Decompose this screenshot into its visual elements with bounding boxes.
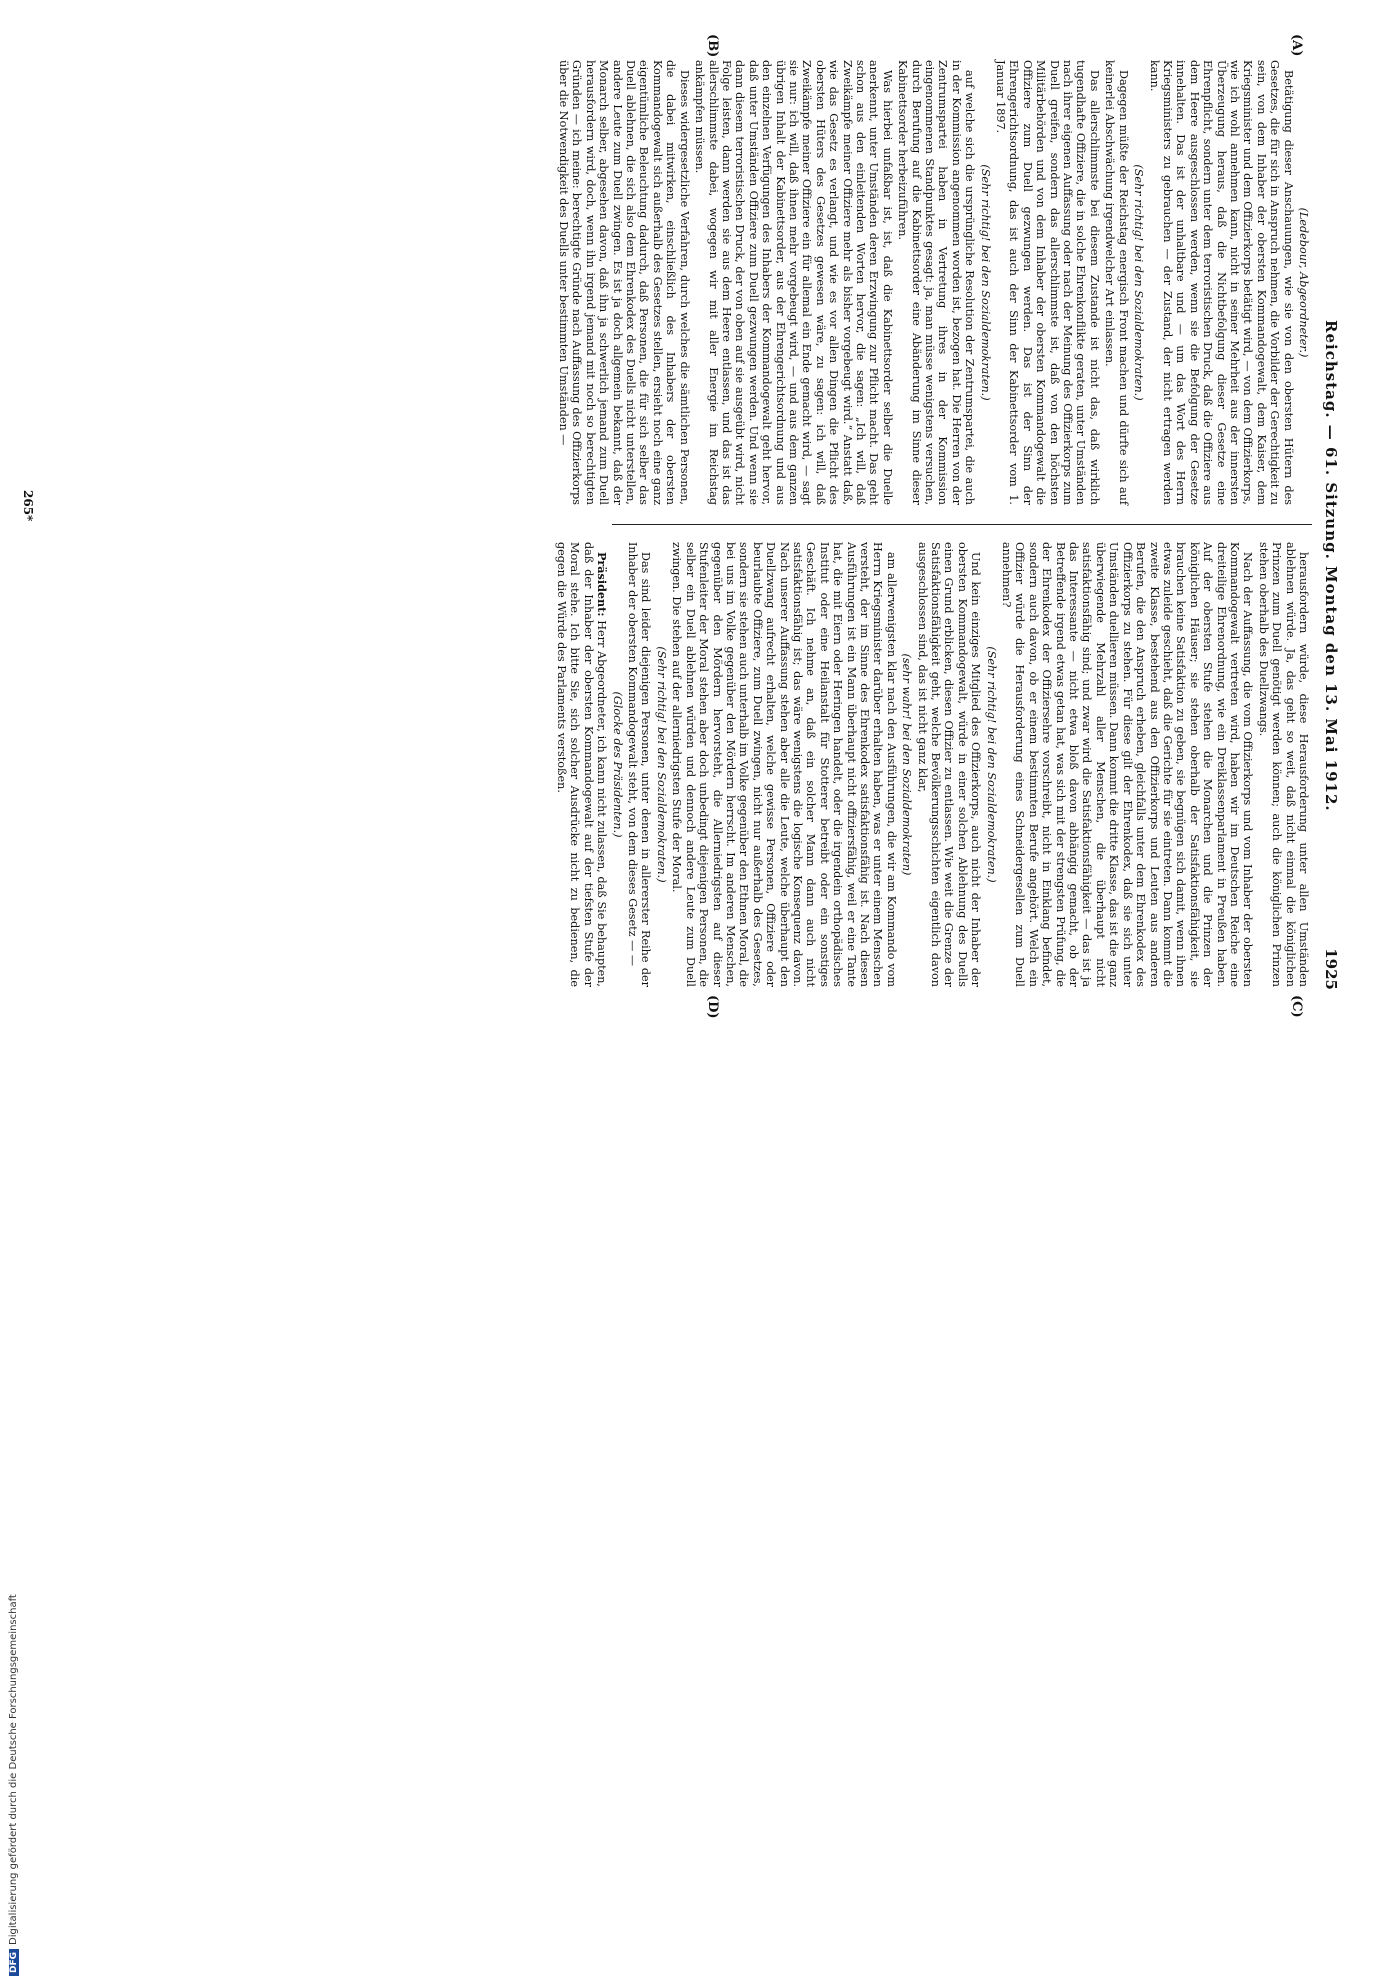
right-column <box>553 542 1310 987</box>
paragraph: am allerwenigsten klar nach den Ausführungen, die wir am Kommando vom Herrn Kriegsminister darüber erhalten haben, was er unter einem Menschen versteht, der im Sinne des Ehrenkodex satisfaktionsfähig ist. Nach diesen Ausführungen ist ein Mann überhaupt nicht offiziersfähig, weil er eine Tante hat, die mit Eiern oder Heringen handelt, oder die irgendein orthopädisches Institut oder eine Heilanstalt für Stotterer betreibt oder ein sonstiges Geschäft. Ich nehme an, daß ein solcher Mann dann auch nicht satisfaktionsfähig ist; das wäre wenigstens die logische Konsequenz davon. Nach unserer Auffassung stehen aber alle die Leute, welche überhaupt den Duellzwang aufrecht erhalten, welche gewisse Personen, Offiziere oder beurlaubte Offiziere, zum Duell zwingen, nicht nur außerhalb des Gesetzes, sondern sie stehen auch unterhalb im Volke gegenüber den Ethnen Moral, die bei uns im Volke gegenüber den Mördern herrscht. Im anderen Menschen, gegenüber den Mördern hervorsteht, die Allerniedrigsten auf dieser Stufenleiter der Moral stehen aber doch unbedingt diejenigen Personen, die selber ein Duell ablehnen würden und dennoch andere Leute zum Duell zwingen. Die stehen auf der allerniedrigsten Stufe der Moral. <box>670 542 898 987</box>
paragraph: Nach der Auffassung, die vom Offizierkorps und vom Inhaber der obersten Kommandogewalt vertreten wird, haben wir im Deutschen Reiche eine dreiteilige Ehrenordnung, wie ein Dreiklassenparlament in Preußen haben. Auf der obersten Stufe stehen die Monarchen und die Prinzen der königlichen Häuser; sie stehen oberhalb der Satisfaktionsfähigkeit, sie brauchen keine Satisfaktion zu geben, sie begnügen sich damit, wenn ihnen etwas zuleide geschieht, daß die Gerichte für sie eintreten. Dann kommt die zweite Klasse, bestehend aus den Offizierkorps und Leuten aus anderen Berufen, die den Anspruch erheben, gleichfalls unter dem Ehrenkodex des Offizierkorps zu stehen. Für diese gilt der Ehrenkodex, daß sie sich unter Umständen duellieren müssen. Dann kommt die dritte Klasse, das ist die ganz überwiegende Mehrzahl aller Menschen, die überhaupt nicht satisfaktionsfähig sind; und zwar wird die Satisfaktionsfähigkeit — das ist ja das Interessante — nicht etwa bloß davon abhängig gemacht, ob der Betreffende irgend etwas getan hat, was sich mit der strengsten Prüfung, die der Ehrenkodex der Offiziersehre vorschreibt, nicht in Einklang befindet, sondern auch davon, ob er einem bestimmten Berufe angehört. Welch ein Offizier würde die Herausforderung eines Schneidergesellen zum Duell annehmen? <box>1000 542 1255 987</box>
margin-letter-c: (C) <box>1289 995 1304 1018</box>
paragraph: Dieses widergesetzliche Verfahren, durch welches die sämtlichen Personen, die dabei mitwirken, einschließlich des Inhabers der obersten Kommandogewalt sich außerhalb des Gesetzes stellen, ersieht noch eine ganz eigentümliche Beleuchtung dadurch, daß Personen, die für sich selber das Duell ablehnen, die sich also dem Ehrenkodex des Duells nicht unterstellen, andere Leute zum Duell zwingen. Es ist ja doch allgemein bekannt, daß der Monarch selber, abgesehen davon, daß ihn ja schwerlich jemand zum Duell herausfordern wird, doch, wenn ihn irgend jemand mit noch so berechtigten Gründen — ich meine: berechtigte Gründe nach Auffassung des Offizierkorps über die Notwendigkeit des Duells unter bestimmten Umständen — <box>557 60 691 505</box>
stage-direction: (Ledebour, Abgeordneter.) <box>1297 207 1310 358</box>
stage-direction: (Glocke des Präsidenten.) <box>610 691 624 838</box>
stage-direction: (Sehr richtig! bei den Sozialdemokraten.) <box>978 164 992 401</box>
column-divider <box>612 524 1312 525</box>
stage-direction: (Sehr richtig! bei den Sozialdemokraten.) <box>984 646 998 883</box>
paragraph: Das allerschlimmste bei diesem Zustande ist nicht das, daß wirklich tugendhafte Offiziere, die in solche Ehrenkonflikte geraten, unter Umständen nach ihrer eigenen Auffassung oder nach der Meinung des Offizierkorps zum Duell greifen, sondern das allerschlimmste ist, daß von den höchsten Militärbehörden und von dem Inhaber der obersten Kommandogewalt die Offiziere zum Duell gezwungen werden. Das ist der Sinn der Ehrengerichtsordnung, das ist auch der Sinn der Kabinettsorder vom 1. Januar 1897. <box>994 60 1101 505</box>
margin-letter-d: (D) <box>705 995 720 1019</box>
speaker-name: Präsident: <box>595 552 610 617</box>
paragraph: herausfordern würde, diese Herausforderung unter allen Umständen ablehnen würde. Ja, das geht so weit, daß nicht einmal die königlichen Prinzen zum Duell genötigt werden können; auch die königlichen Prinzen stehen oberhalb des Duellzwangs. <box>1256 542 1310 987</box>
paragraph: Dagegen müßte der Reichstag energisch Front machen und dürfte sich auf keinerlei Abschwächung irgendwelcher Art einlassen. <box>1103 60 1130 505</box>
paragraph <box>555 542 609 987</box>
page-header <box>1314 60 1340 990</box>
margin-letter-b: (B) <box>705 34 720 58</box>
speech-text: Herr Abgeordneter, ich kann nicht zulassen, daß Sie behaupten, daß der Inhaber der obersten Kommandogewalt auf der tiefsten Stufe der Moral stehe. Ich bitte Sie, sich solcher Ausdrücke nicht zu bedienen, die gegen die Würde des Parlaments verstoßen. <box>555 542 609 987</box>
stage-direction: (Sehr richtig! bei den Sozialdemokraten.) <box>654 646 668 883</box>
header-title: Reichstag. — 61. Sitzung. Montag den 13. Mai 1912. <box>1322 320 1340 812</box>
scanned-page <box>10 34 1340 1019</box>
paragraph: auf welche sich die ursprüngliche Resolution der Zentrumspartei, die auch in der Kommission angenommen worden ist, bezogen hat. Die Herren von der Zentrumspartei haben in Vertretung ihres in der Kommission eingenommenen Standpunktes gesagt: ja, man müsse wenigstens versuchen, durch Berufung auf die Kabinettsorder eine Abänderung im Sinne dieser Kabinettsorder herbeizuführen. <box>896 60 977 505</box>
digitization-credit <box>8 976 22 1976</box>
paragraph: Betätigung dieser Anschauungen, wie sie von den obersten Hütern des Gesetzes, die für sich in Anspruch nehmen, die Vorbilder der Gerechtigkeit zu sein, von dem Inhaber der obersten Kommandogewalt, dem Kaiser, dem Kriegsminister und dem Offizierkorps betätigt wird, — von dem Offizierkorps, wie ich wohl annehmen kann, nicht in seiner Mehrheit aus der innersten Überzeugung heraus, daß die Nichtbefolgung dieser Gesetze eine Ehrenpflicht, sondern unter dem terroristischen Druck, daß die Offiziere aus dem Heere ausgeschlossen werden, wenn sie die Befolgung der Gesetze innehalten. Das ist der unhaltbare und — um das Wort des Herrn Kriegsministers zu gebrauchen — der Zustand, der nicht ertragen werden kann. <box>1147 60 1295 505</box>
dfg-logo: DFG <box>9 1949 19 1976</box>
footer-page-number: 265* <box>21 490 35 522</box>
paragraph: Was hierbei unfaßbar ist, ist, daß die Kabinettsorder selber die Duelle anerkennt, unter Umständen deren Erzwingung zur Pflicht macht. Das geht schon aus den einleitenden Worten hervor, die sagen: „Ich will, daß Zweikämpfe meiner Offiziere mehr als bisher vorgebeugt wird.“ Anstatt daß, wie das Gesetz es verlangt, und wie es vor allen Dingen die Pflicht des obersten Hüters des Gesetzes gewesen wäre, zu sagen: ich will, daß Zweikämpfe meiner Offiziere ein für allemal ein Ende gemacht wird, — sagt sie nur: ich will, daß ihnen mehr vorgebeugt wird, — und aus dem ganzen übrigen Inhalt der Kabinettsorder, aus der Ehrengerichtsordnung und aus den einzelnen Verfügungen des Inhabers der Kommandogewalt geht hervor, daß unter Umständen Offiziere zum Duell gezwungen werden. Und wenn sie dann diesem terroristischen Druck, der von oben auf sie ausgeübt wird, nicht Folge leisten, dann werden sie aus dem Heere entlassen, und das ist das allerschlimmste dabei, wogegen wir mit aller Energie im Reichstag ankämpfen müssen. <box>693 60 894 505</box>
stage-direction: (Sehr richtig! bei den Sozialdemokraten.) <box>1132 164 1146 401</box>
paragraph: Das sind leider diejenigen Personen, unter denen in allererster Reihe der Inhaber der obersten Kommandogewalt steht, von dem dieses Gesetz — — <box>626 542 653 987</box>
header-page-number: 1925 <box>1322 948 1340 990</box>
margin-letter-a: (A) <box>1289 34 1304 57</box>
digitization-credit-text: Digitalisierung gefördert durch die Deutsche Forschungsgemeinschaft <box>8 1594 19 1945</box>
left-column <box>555 60 1310 505</box>
stage-direction: (sehr wahr! bei den Sozialdemokraten) <box>900 653 914 876</box>
paragraph: Und kein einziges Mitglied des Offizierkorps, auch nicht der Inhaber der obersten Kommandogewalt, würde in einer solchen Ablehnung des Duells einen Grund erblicken, diesen Offizier zu entlassen. Wie weit die Grenze der Satisfaktionsfähigkeit geht, welche Bevölkerungsschichten eigentlich davon ausgeschlossen sind, das ist nicht ganz klar, <box>915 542 983 987</box>
